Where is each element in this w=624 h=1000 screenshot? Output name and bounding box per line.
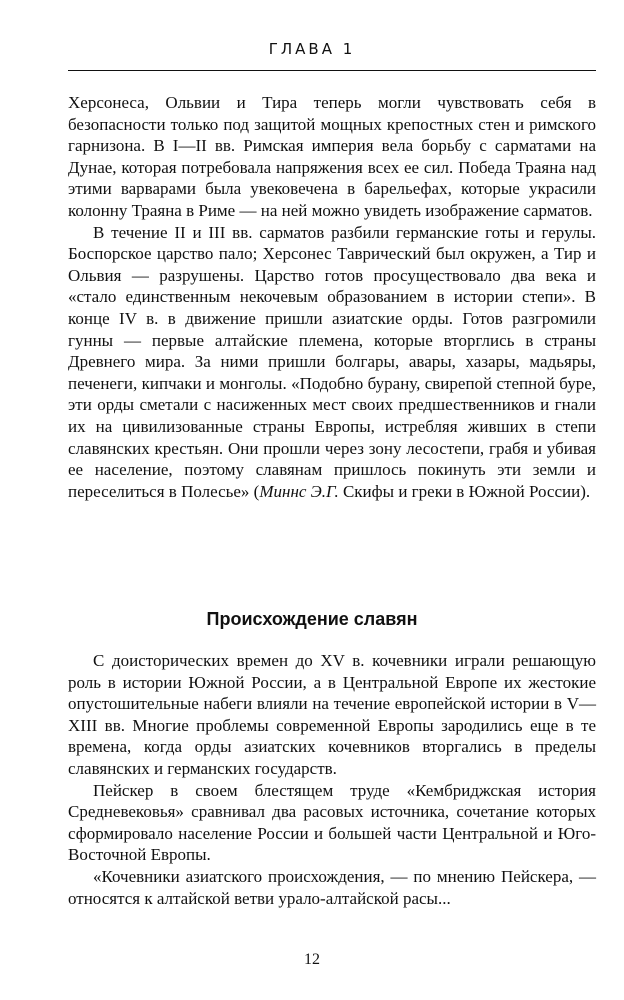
citation-open: ( (253, 481, 260, 501)
paragraph-peisker: Пейскер в своем блестящем труде «Кембриджская история Средневековья» сравнивал два расовых источника, сочетание которых сформировало население России и большей части Центральной и Юго-Восточной Европы. (68, 780, 596, 865)
paragraph-sarmatians (68, 222, 596, 503)
paragraph-continuation: Херсонеса, Ольвии и Тира теперь могли чувствовать себя в безопасности только под защитой мощных крепостных стен и римского гарнизона. В I—II вв. Римская империя вела борьбу с сарматами на Дунае, которая потребовала напряжения всех ее сил. Победа Траяна над этими варварами была увековечена в барельефах, которые украсили колонну Траяна в Риме — на ней можно увидеть изображение сарматов. (68, 93, 596, 220)
text-block-top (68, 92, 596, 502)
citation-title: Скифы и греки в Южной России). (338, 481, 591, 501)
running-header: ГЛАВА 1 (268, 40, 356, 58)
header-rule (68, 70, 596, 71)
paragraph-nomads: С доисторических времен до XV в. кочевники играли решающую роль в истории Южной России, а в Центральной Европе их жестокие опустошительные набеги влияли на течение европейской истории в V—XIII вв. Многие проблемы современной Европы зародились еще в те времена, когда орды азиатских кочевников вторгались в пределы славянских и германских государств. (68, 651, 596, 778)
text-block-bottom (68, 650, 596, 909)
section-heading: Происхождение славян (206, 609, 418, 629)
page-number: 12 (304, 951, 320, 968)
citation-author: Миннс Э.Г. (259, 481, 339, 501)
paragraph-quote: «Кочевники азиатского происхождения, — по мнению Пейскера, — относятся к алтайской ветви урало-алтайской расы... (68, 866, 596, 908)
paragraph-text: В течение II и III вв. сарматов разбили германские готы и герулы. Боспорское царство пало; Херсонес Таврический был окружен, а Тир и Ольвия — разрушены. Царство готов просуществовало два века и «стало единственным некочевым образованием в истории степи». В конце IV в. в движение пришли азиатские орды. Готов разгромили гунны — первые алтайские племена, которые вторглись в страны Древнего мира. За ними пришли болгары, авары, хазары, мадьяры, печенеги, кипчаки и монголы. «Подобно бурану, свирепой степной буре, эти орды сметали с насиженных мест своих предшественников и гнали их на цивилизованные страны Европы, истребляя живших в степи славянских крестьян. Они прошли через зону лесостепи, грабя и убивая ее население, поэтому славянам пришлось покинуть эти земли и переселиться в Полесье» (68, 222, 596, 501)
